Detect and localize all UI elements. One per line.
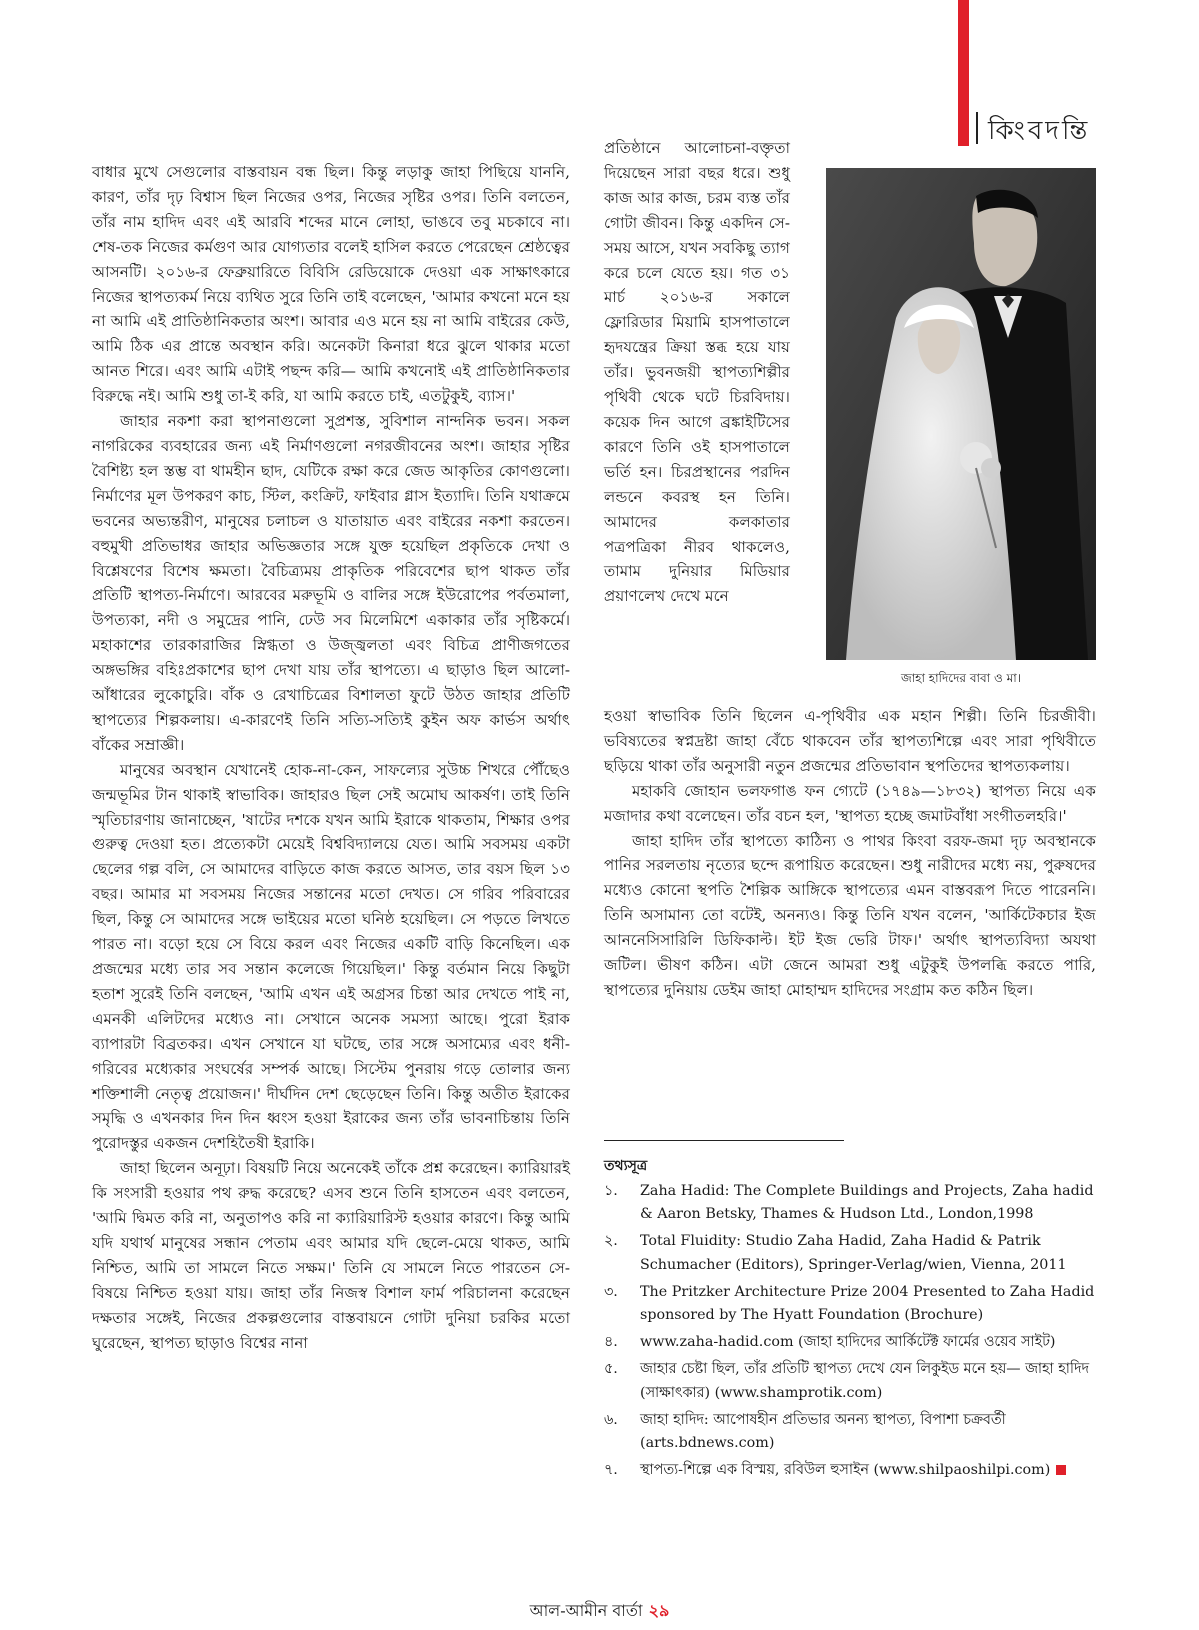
left-column — [92, 160, 570, 1356]
section-divider — [976, 112, 978, 144]
right-column — [604, 704, 1096, 1003]
accent-bar — [958, 0, 969, 106]
paragraph: মহাকবি জোহান ভলফগাঙ ফন গ্যেটে (১৭৪৯—১৮৩২) স্থাপত্য নিয়ে এক মজাদার কথা বলেছেন। তাঁর বচন হল, 'স্থাপত্য হচ্ছে জমাটবাঁধা সংগীতলহরি।' — [604, 781, 1096, 825]
photo-image — [826, 168, 1096, 660]
reference-item — [604, 1459, 1104, 1482]
reference-text: জাহার চেষ্টা ছিল, তাঁর প্রতিটি স্থাপত্য দেখে যেন লিকুইড মনে হয়— জাহা হাদিদ (সাক্ষাৎকার) (www.shamprotik.com) — [640, 1361, 1089, 1401]
reference-text: Zaha Hadid: The Complete Buildings and Projects, Zaha hadid & Aaron Betsky, Thames & Hudson Ltd., London,1998 — [640, 1183, 1094, 1223]
reference-number: ৭. — [604, 1462, 618, 1479]
references-divider — [604, 1140, 844, 1141]
reference-item — [604, 1281, 1104, 1327]
magazine-name: আল-আমীন বার্তা — [529, 1601, 643, 1620]
reference-number: ৫. — [604, 1361, 618, 1378]
reference-number: ১. — [604, 1183, 618, 1199]
reference-text: Total Fluidity: Studio Zaha Hadid, Zaha Hadid & Patrik Schumacher (Editors), Springer-Verlag/wien, Vienna, 2011 — [640, 1233, 1067, 1273]
paragraph: জাহা ছিলেন অনূঢ়া। বিষয়টি নিয়ে অনেকেই তাঁকে প্রশ্ন করেছেন। ক্যারিয়ারই কি সংসারী হওয়ার পথ রুদ্ধ করেছে? এসব শুনে তিনি হাসতেন এবং বলতেন, 'আমি দ্বিমত করি না, অনুতাপও করি না ক্যারিয়ারিস্ট হওয়ার কারণে। কিন্তু আমি যদি যথার্থ মানুষের সন্ধান পেতাম এবং আমার যদি ছেলে-মেয়ে থাকত, আমি নিশ্চিত, আমি তা সামলে নিতে সক্ষম।' তিনি যে সামলে নিতে পারতেন সে-বিষয়ে নিশ্চিত হওয়া যায়। জাহা তাঁর নিজস্ব বিশাল ফার্ম পরিচালনা করেছেন দক্ষতার সঙ্গেই, নিজের প্রকল্পগুলোর বাস্তবায়নে গোটা দুনিয়া চরকির মতো ঘুরেছেন, স্থাপত্য ছাড়াও বিশ্বের নানা — [92, 1159, 570, 1352]
accent-bar-lower — [958, 98, 969, 146]
parents-photo — [826, 168, 1096, 660]
paragraph: প্রতিষ্ঠানে আলোচনা-বক্তৃতা দিয়েছেন সারা বছর ধরে। শুধু কাজ আর কাজ, চরম ব্যস্ত তাঁর গোটা জীবন। কিন্তু একদিন সে-সময় আসে, যখন সবকিছু ত্যাগ করে চলে যেতে হয়। গত ৩১ মার্চ ২০১৬-র সকালে ফ্লোরিডার মিয়ামি হাসপাতালে হৃদযন্ত্রের ক্রিয়া স্তব্ধ হয়ে যায় তাঁর। ভুবনজয়ী স্থাপত্যশিল্পীর পৃথিবী থেকে ঘটে চিরবিদায়। কয়েক দিন আগে ব্রঙ্কাইটিসের কারণে তিনি ওই হাসপাতালে ভর্তি হন। চিরপ্রস্থানের পরদিন লন্ডনে কবরস্থ হন তিনি। আমাদের কলকাতার পত্রপত্রিকা নীরব থাকলেও, তামাম দুনিয়ার মিডিয়ার প্রয়াণলেখ দেখে মনে — [604, 139, 791, 606]
reference-text: www.zaha-hadid.com (জাহা হাদিদের আর্কিটেক্ট ফার্মের ওয়েব সাইট) — [640, 1334, 1056, 1351]
page-number: ২৯ — [648, 1601, 670, 1620]
section-label: কিংবদন্তি — [988, 116, 1091, 146]
reference-item — [604, 1358, 1104, 1404]
section-tag — [970, 108, 1190, 148]
middle-column — [604, 136, 790, 609]
reference-number: ২. — [604, 1233, 618, 1250]
reference-text: The Pritzker Architecture Prize 2004 Presented to Zaha Hadid sponsored by The Hyatt Foundation (Brochure) — [640, 1283, 1095, 1324]
paragraph: জাহা হাদিদ তাঁর স্থাপত্যে কাঠিন্য ও পাথর কিংবা বরফ-জমা দৃঢ় অবস্থানকে পানির সরলতায় নৃত্যের ছন্দে রূপায়িত করেছেন। শুধু নারীদের মধ্যে নয়, পুরুষদের মধ্যেও কোনো স্থপতি শৈল্পিক আঙ্গিকে স্থাপত্যের এমন বাস্তবরূপ দিতে পারেননি। তিনি অসামান্য তো বটেই, অনন্যও। কিন্তু তিনি যখন বলেন, 'আর্কিটেকচার ইজ আননেসিসারিলি ডিফিকাল্ট। ইট ইজ ভেরি টাফ।' অর্থাৎ স্থাপত্যবিদ্যা অযথা জটিল। ভীষণ কঠিন। এটা জেনে আমরা শুধু এটুকুই উপলব্ধি করতে পারি, স্থাপত্যের দুনিয়ায় ডেইম জাহা মোহাম্মদ হাদিদের সংগ্রাম কত কঠিন ছিল। — [604, 831, 1096, 999]
reference-text: জাহা হাদিদ: আপোষহীন প্রতিভার অনন্য স্থাপত্য, বিপাশা চক্রবর্তী (arts.bdnews.com) — [640, 1411, 1006, 1452]
reference-number: ৬. — [604, 1411, 618, 1428]
paragraph: হওয়া স্বাভাবিক তিনি ছিলেন এ-পৃথিবীর এক মহান শিল্পী। তিনি চিরজীবী। ভবিষ্যতের স্বপ্নদ্রষ্টা জাহা বেঁচে থাকবেন তাঁর স্থাপত্যশিল্পে এবং সারা পৃথিবীতে ছড়িয়ে থাকা তাঁর অনুসারী নতুন প্রজন্মের প্রতিভাবান স্থপতিদের স্থাপত্যকলায়। — [604, 707, 1096, 775]
paragraph: মানুষের অবস্থান যেখানেই হোক-না-কেন, সাফল্যের সুউচ্চ শিখরে পৌঁছেও জন্মভূমির টান থাকাই স্বাভাবিক। জাহারও ছিল সেই অমোঘ আকর্ষণ। তাই তিনি স্মৃতিচারণায় জানাচ্ছেন, 'ষাটের দশকে যখন আমি ইরাকে থাকতাম, শিক্ষার ওপর গুরুত্ব দেওয়া হত। প্রত্যেকটা মেয়েই বিশ্ববিদ্যালয়ে যেত। আমি সবসময় একটা ছেলের গল্প বলি, সে আমাদের বাড়িতে কাজ করতে আসত, তার বয়স ছিল ১৩ বছর। আমার মা সবসময় নিজের সন্তানের মতো দেখত। সে গরিব পরিবারের ছিল, কিন্তু সে আমাদের সঙ্গে ভাইয়ের মতো ঘনিষ্ঠ হয়েছিল। সে পড়তে লিখতে পারত না। বড়ো হয়ে সে বিয়ে করল এবং নিজের একটি বাড়ি কিনেছিল। এক প্রজন্মের মধ্যে তার সব সন্তান কলেজে গিয়েছিল।' কিন্তু বর্তমান নিয়ে কিছুটা হতাশ সুরেই তিনি বলছেন, 'আমি এখন এই অগ্রসর চিন্তা আর দেখতে পাই না, এমনকী এলিটদের মধ্যেও না। সেখানে অনেক সমস্যা আছে। পুরো ইরাক ব্যাপারটা বিব্রতকর। এখন সেখানে যা ঘটছে, তার সঙ্গে অসাম্যের এবং ধনী-গরিবের মধ্যেকার সংঘর্ষের সম্পর্ক আছে। সিস্টেম পুনরায় গড়ে তোলার জন্য শক্তিশালী নেতৃত্ব প্রয়োজন।' দীর্ঘদিন দেশ ছেড়েছেন তিনি। কিন্তু অতীত ইরাকের সমৃদ্ধি ও এখনকার দিন দিন ধ্বংস হওয়া ইরাকের জন্য তাঁর ভাবনাচিন্তায় তিনি পুরোদস্তুর একজন দেশহিতৈষী ইরাকি। — [92, 760, 570, 1153]
reference-text: স্থাপত্য-শিল্পে এক বিস্ময়, রবিউল হুসাইন (www.shilpaoshilpi.com) — [640, 1462, 1051, 1479]
reference-item — [604, 1230, 1104, 1276]
page-footer — [0, 1598, 1199, 1625]
paragraph: জাহার নকশা করা স্থাপনাগুলো সুপ্রশস্ত, সুবিশাল নান্দনিক ভবন। সকল নাগরিকের ব্যবহারের জন্য এই নির্মাণগুলো নগরজীবনের অংশ। জাহার সৃষ্টির বৈশিষ্ট্য হল স্তম্ভ বা থামহীন ছাদ, যেটিকে রক্ষা করে জেড আকৃতির কোণগুলো। নির্মাণের মূল উপকরণ কাচ, স্টিল, কংক্রিট, ফাইবার গ্লাস ইত্যাদি। তিনি যথাক্রমে ভবনের অভ্যন্তরীণ, মানুষের চলাচল ও যাতায়াত এবং বাইরের নকশা করতেন। বহুমুখী প্রতিভাধর জাহার অভিজ্ঞতার সঙ্গে যুক্ত হয়েছিল প্রকৃতিকে দেখা ও বিশ্লেষণের বিশেষ ক্ষমতা। বৈচিত্র্যময় প্রাকৃতিক পরিবেশের ছাপ থাকত তাঁর প্রতিটি স্থাপত্য-নির্মাণে। আরবের মরুভূমি ও বালির সঙ্গে ইউরোপের পর্বতমালা, উপত্যকা, নদী ও সমুদ্রের পানি, ঢেউ সব মিলেমিশে একাকার তাঁর সৃষ্টিকর্মে। মহাকাশের তারকারাজির স্নিগ্ধতা ও উজ্জ্বলতা এবং বিচিত্র প্রাণীজগতের অঙ্গভঙ্গির বহিঃপ্রকাশের ছাপ দেখা যায় তাঁর স্থাপত্যে। এ ছাড়াও ছিল আলো-আঁধারের লুকোচুরি। বাঁক ও রেখাচিত্রের বিশালতা ফুটে উঠত জাহার প্রতিটি স্থাপত্যের শিল্পকলায়। এ-কারণেই তিনি সত্যি-সত্যিই কুইন অফ কার্ভস অর্থাৎ বাঁকের সম্রাজ্ঞী। — [92, 412, 570, 754]
end-mark-icon — [1056, 1465, 1066, 1475]
paragraph: বাধার মুখে সেগুলোর বাস্তবায়ন বন্ধ ছিল। কিন্তু লড়াকু জাহা পিছিয়ে যাননি, কারণ, তাঁর দৃঢ় বিশ্বাস ছিল নিজের ওপর, নিজের সৃষ্টির ওপর। তিনি বলতেন, তাঁর নাম হাদিদ এবং এই আরবি শব্দের মানে লোহা, ভাঙবে তবু মচকাবে না। শেষ-তক নিজের কর্মগুণ আর যোগ্যতার বলেই হাসিল করতে পেরেছেন শ্রেষ্ঠত্বের আসনটি। ২০১৬-র ফেব্রুয়ারিতে বিবিসি রেডিয়োকে দেওয়া এক সাক্ষাৎকারে নিজের স্থাপত্যকর্ম নিয়ে ব্যথিত সুরে তিনি তাই বলেছেন, 'আমার কখনো মনে হয় না আমি এই প্রাতিষ্ঠানিকতার অংশ। আবার এও মনে হয় না আমি বাইরের কেউ, আমি ঠিক এর প্রান্তে অবস্থান করি। অনেকটা কিনারা ধরে ঝুলে থাকার মতো আনত শিরে। এবং আমি এটাই পছন্দ করি— আমি কখনোই এই প্রাতিষ্ঠানিকতার বিরুদ্ধে নই। আমি শুধু তা-ই করি, যা আমি করতে চাই, এতটুকুই, ব্যাস।' — [92, 163, 570, 406]
reference-number: ৪. — [604, 1334, 618, 1351]
reference-item — [604, 1180, 1104, 1226]
reference-number: ৩. — [604, 1283, 618, 1300]
references-list — [604, 1180, 1104, 1486]
reference-item — [604, 1331, 1104, 1354]
reference-item — [604, 1409, 1104, 1455]
references-title: তথ্যসূত্র — [604, 1158, 648, 1174]
photo-caption: জাহা হাদিদের বাবা ও মা। — [900, 671, 1022, 685]
